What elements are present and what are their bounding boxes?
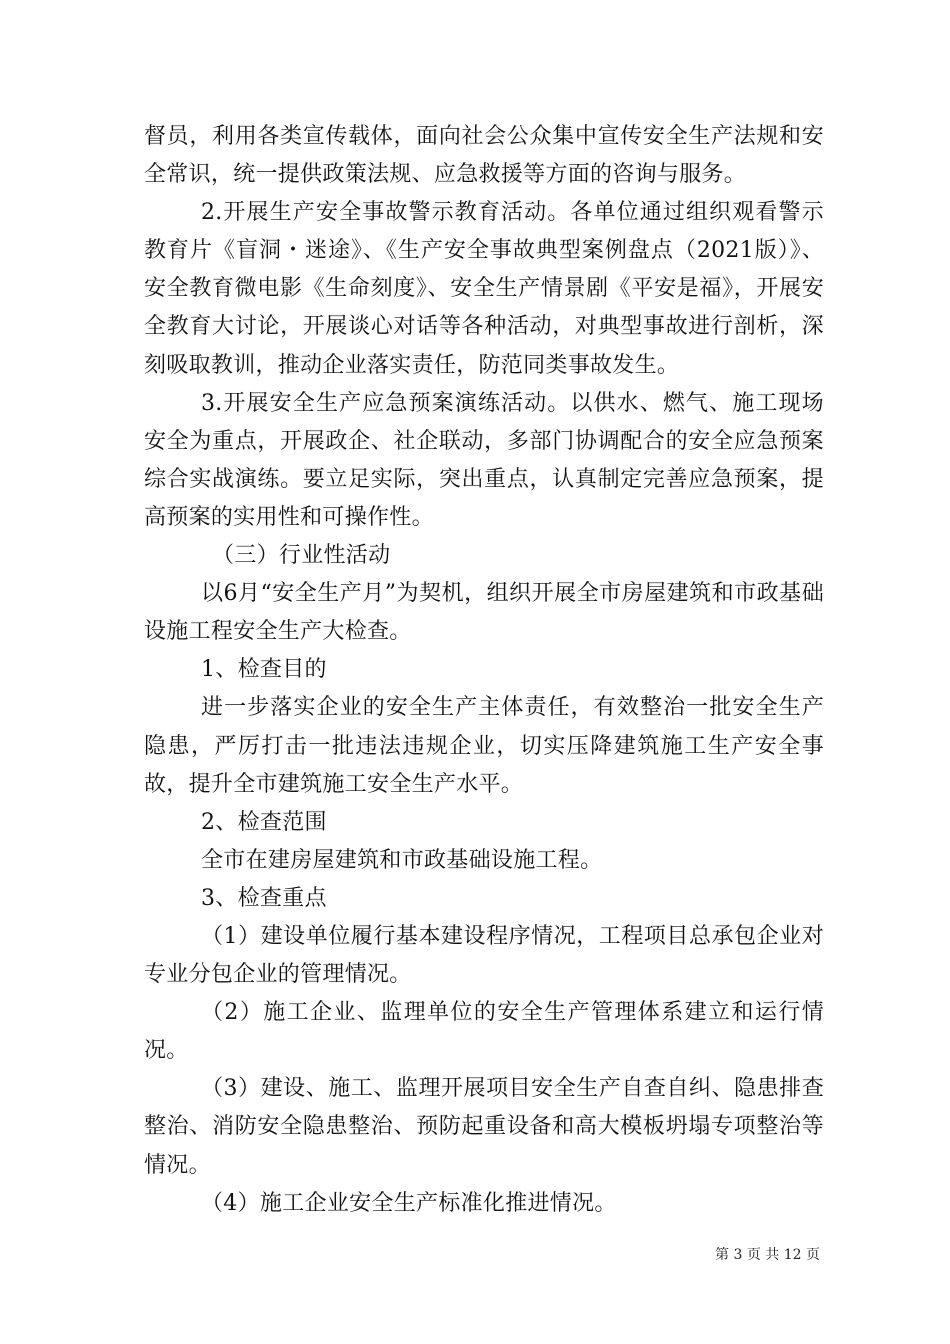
subheading-inspection-focus: 3、检查重点 [201, 885, 327, 911]
paragraph-focus-item-3: （3）建设、施工、监理开展项目安全生产自查自纠、隐患排查整治、消防安全隐患整治、预防起重设备和高大模板坍塌专项整治等情况。 [144, 1076, 824, 1178]
subheading-inspection-purpose: 1、检查目的 [201, 657, 327, 683]
paragraph-inspection-purpose: 进一步落实企业的安全生产主体责任，有效整治一批安全生产隐患，严厉打击一批违法违规企业，切实压降建筑施工生产安全事故，提升全市建筑施工安全生产水平。 [144, 695, 824, 797]
paragraph-item-3-emergency-drill: 3.开展安全生产应急预案演练活动。以供水、燃气、施工现场安全为重点，开展政企、社企联动，多部门协调配合的安全应急预案综合实战演练。要立足实际，突出重点，认真制定完善应急预案，提高预案的实用性和可操作性。 [144, 390, 824, 530]
paragraph-focus-item-2: （2）施工企业、监理单位的安全生产管理体系建立和运行情况。 [144, 1000, 824, 1064]
page-number-footer: 第 3 页 共 12 页 [715, 1247, 820, 1263]
paragraph-focus-item-4: （4）施工企业安全生产标准化推进情况。 [201, 1190, 617, 1216]
document-body [144, 118, 824, 1223]
section-heading-industry-activities: （三）行业性活动 [212, 543, 391, 569]
paragraph-item-2-warning-education: 2.开展生产安全事故警示教育活动。各单位通过组织观看警示教育片《盲洞・迷途》、《生产安全事故典型案例盘点（2021版）》、安全教育微电影《生命刻度》、安全生产情景剧《平安是福》，开展安全教育大讨论，开展谈心对话等各种活动，对典型事故进行剖析，深刻吸取教训，推动企业落实责任，防范同类事故发生。 [144, 200, 824, 378]
paragraph-continuation: 督员，利用各类宣传载体，面向社会公众集中宣传安全生产法规和安全常识，统一提供政策法规、应急救援等方面的咨询与服务。 [144, 124, 824, 188]
paragraph-safety-month: 以6月“安全生产月”为契机，组织开展全市房屋建筑和市政基础设施工程安全生产大检查。 [144, 581, 824, 645]
paragraph-inspection-scope: 全市在建房屋建筑和市政基础设施工程。 [201, 847, 603, 873]
paragraph-focus-item-1: （1）建设单位履行基本建设程序情况，工程项目总承包企业对专业分包企业的管理情况。 [144, 923, 824, 988]
subheading-inspection-scope: 2、检查范围 [201, 809, 327, 835]
